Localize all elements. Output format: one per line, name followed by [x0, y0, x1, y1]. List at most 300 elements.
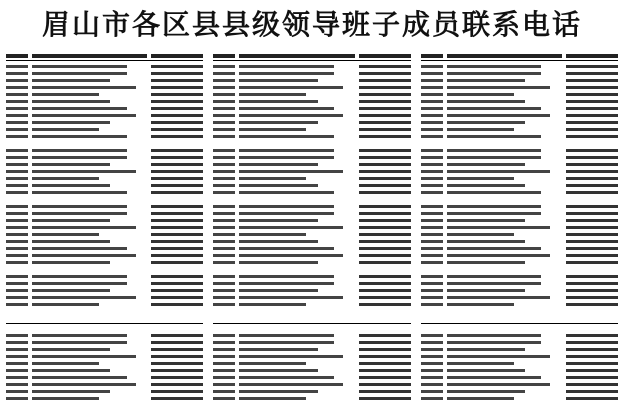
- directory-row: [6, 70, 203, 77]
- directory-section: [6, 332, 203, 400]
- directory-row: [6, 84, 203, 91]
- directory-columns: [6, 52, 618, 400]
- directory-section: [6, 63, 203, 140]
- cell-phone: [359, 261, 411, 264]
- cell-job: [239, 72, 334, 75]
- cell-job: [447, 303, 514, 306]
- cell-phone: [151, 156, 203, 159]
- cell-phone: [359, 296, 411, 299]
- cell-job: [447, 184, 525, 187]
- directory-row: [6, 395, 203, 400]
- cell-name: [6, 383, 28, 386]
- directory-row: [213, 77, 410, 84]
- cell-job: [239, 156, 334, 159]
- directory-row: [421, 287, 618, 294]
- directory-row: [213, 238, 410, 245]
- cell-phone: [359, 86, 411, 89]
- directory-row: [421, 395, 618, 400]
- cell-phone: [566, 72, 618, 75]
- directory-section: [421, 203, 618, 266]
- directory-row: [421, 280, 618, 287]
- cell-phone: [359, 247, 411, 250]
- cell-job: [239, 334, 334, 337]
- cell-job: [239, 121, 317, 124]
- cell-phone: [566, 348, 618, 351]
- cell-phone: [566, 114, 618, 117]
- directory-row: [213, 112, 410, 119]
- cell-job: [32, 275, 127, 278]
- cell-phone: [359, 303, 411, 306]
- cell-name: [421, 65, 443, 68]
- cell-name: [421, 107, 443, 110]
- directory-column: [213, 52, 410, 400]
- cell-name: [213, 86, 235, 89]
- directory-row: [6, 245, 203, 252]
- cell-name: [213, 149, 235, 152]
- cell-phone: [151, 177, 203, 180]
- cell-name: [6, 79, 28, 82]
- cell-phone: [151, 86, 203, 89]
- directory-row: [6, 367, 203, 374]
- directory-row: [421, 182, 618, 189]
- directory-row: [213, 119, 410, 126]
- directory-row: [421, 231, 618, 238]
- directory-row: [421, 360, 618, 367]
- cell-job: [32, 149, 127, 152]
- cell-phone: [151, 289, 203, 292]
- directory-row: [213, 374, 410, 381]
- directory-row: [6, 252, 203, 259]
- cell-job: [32, 362, 99, 365]
- cell-job: [239, 212, 334, 215]
- directory-row: [6, 388, 203, 395]
- directory-row: [213, 161, 410, 168]
- directory-section: [213, 273, 410, 308]
- cell-name: [421, 303, 443, 306]
- cell-phone: [359, 191, 411, 194]
- cell-phone: [151, 65, 203, 68]
- cell-phone: [359, 100, 411, 103]
- cell-phone: [151, 128, 203, 131]
- header-cell-name: [6, 54, 28, 58]
- cell-job: [239, 65, 334, 68]
- cell-job: [239, 184, 317, 187]
- cell-job: [447, 212, 542, 215]
- cell-phone: [566, 107, 618, 110]
- cell-name: [6, 289, 28, 292]
- cell-name: [213, 79, 235, 82]
- cell-phone: [359, 376, 411, 379]
- directory-row: [213, 175, 410, 182]
- cell-job: [32, 233, 99, 236]
- cell-name: [421, 163, 443, 166]
- cell-name: [6, 341, 28, 344]
- cell-name: [421, 362, 443, 365]
- cell-name: [421, 149, 443, 152]
- directory-row: [421, 161, 618, 168]
- cell-phone: [566, 177, 618, 180]
- directory-row: [213, 63, 410, 70]
- cell-job: [239, 205, 334, 208]
- cell-name: [6, 226, 28, 229]
- cell-name: [213, 219, 235, 222]
- cell-job: [32, 100, 110, 103]
- header-cell-job: [447, 54, 562, 58]
- cell-name: [6, 149, 28, 152]
- cell-phone: [151, 72, 203, 75]
- directory-row: [213, 388, 410, 395]
- cell-phone: [566, 100, 618, 103]
- cell-job: [447, 107, 542, 110]
- cell-job: [239, 383, 343, 386]
- cell-phone: [151, 296, 203, 299]
- cell-phone: [359, 240, 411, 243]
- cell-name: [421, 121, 443, 124]
- cell-name: [6, 348, 28, 351]
- directory-row: [213, 280, 410, 287]
- directory-row: [6, 280, 203, 287]
- cell-job: [32, 303, 99, 306]
- cell-phone: [359, 383, 411, 386]
- cell-job: [239, 86, 343, 89]
- cell-name: [213, 72, 235, 75]
- cell-phone: [151, 240, 203, 243]
- directory-row: [6, 91, 203, 98]
- cell-name: [6, 128, 28, 131]
- cell-name: [213, 65, 235, 68]
- cell-job: [32, 86, 136, 89]
- cell-name: [421, 100, 443, 103]
- directory-row: [6, 119, 203, 126]
- cell-job: [32, 107, 127, 110]
- cell-phone: [151, 247, 203, 250]
- cell-phone: [566, 261, 618, 264]
- cell-phone: [151, 79, 203, 82]
- cell-name: [213, 163, 235, 166]
- header-cell-name: [421, 54, 443, 58]
- cell-phone: [151, 93, 203, 96]
- directory-row: [213, 126, 410, 133]
- cell-job: [447, 114, 551, 117]
- directory-row: [421, 70, 618, 77]
- cell-phone: [151, 184, 203, 187]
- directory-row: [421, 168, 618, 175]
- cell-job: [32, 163, 110, 166]
- cell-job: [447, 100, 525, 103]
- cell-phone: [566, 121, 618, 124]
- column-header: [6, 52, 203, 61]
- cell-job: [447, 79, 525, 82]
- cell-job: [32, 212, 127, 215]
- header-cell-job: [32, 54, 147, 58]
- directory-row: [6, 210, 203, 217]
- cell-name: [421, 282, 443, 285]
- cell-job: [447, 390, 525, 393]
- cell-name: [213, 121, 235, 124]
- cell-job: [32, 156, 127, 159]
- directory-row: [6, 112, 203, 119]
- cell-name: [213, 383, 235, 386]
- directory-row: [213, 395, 410, 400]
- directory-row: [421, 367, 618, 374]
- cell-name: [213, 156, 235, 159]
- cell-phone: [566, 219, 618, 222]
- cell-name: [213, 341, 235, 344]
- divider: [213, 323, 410, 324]
- cell-phone: [151, 212, 203, 215]
- cell-job: [447, 240, 525, 243]
- cell-phone: [359, 212, 411, 215]
- cell-job: [32, 247, 127, 250]
- cell-name: [421, 376, 443, 379]
- cell-job: [447, 86, 551, 89]
- cell-job: [239, 107, 334, 110]
- directory-row: [421, 203, 618, 210]
- cell-phone: [151, 303, 203, 306]
- cell-job: [447, 282, 542, 285]
- cell-phone: [566, 247, 618, 250]
- cell-phone: [566, 355, 618, 358]
- directory-row: [6, 161, 203, 168]
- cell-phone: [566, 205, 618, 208]
- directory-section: [213, 147, 410, 196]
- cell-phone: [566, 334, 618, 337]
- directory-section: [6, 203, 203, 266]
- cell-phone: [359, 226, 411, 229]
- directory-section: [6, 147, 203, 196]
- directory-row: [6, 98, 203, 105]
- cell-phone: [151, 369, 203, 372]
- cell-job: [447, 376, 542, 379]
- cell-job: [447, 233, 514, 236]
- cell-phone: [151, 334, 203, 337]
- cell-phone: [151, 376, 203, 379]
- directory-row: [421, 98, 618, 105]
- cell-phone: [151, 205, 203, 208]
- directory-row: [213, 301, 410, 308]
- cell-phone: [359, 184, 411, 187]
- cell-name: [213, 177, 235, 180]
- directory-row: [213, 98, 410, 105]
- cell-job: [239, 233, 306, 236]
- cell-name: [421, 261, 443, 264]
- directory-row: [421, 63, 618, 70]
- cell-phone: [566, 65, 618, 68]
- directory-row: [6, 339, 203, 346]
- cell-job: [32, 72, 127, 75]
- directory-row: [6, 154, 203, 161]
- cell-name: [6, 135, 28, 138]
- directory-row: [213, 203, 410, 210]
- cell-name: [421, 191, 443, 194]
- cell-phone: [151, 219, 203, 222]
- directory-row: [6, 217, 203, 224]
- directory-row: [6, 238, 203, 245]
- cell-name: [6, 156, 28, 159]
- cell-phone: [151, 390, 203, 393]
- cell-name: [421, 79, 443, 82]
- cell-phone: [151, 282, 203, 285]
- cell-name: [421, 369, 443, 372]
- cell-phone: [359, 149, 411, 152]
- cell-phone: [151, 135, 203, 138]
- cell-name: [6, 184, 28, 187]
- cell-job: [239, 149, 334, 152]
- cell-name: [6, 296, 28, 299]
- cell-name: [213, 376, 235, 379]
- cell-job: [447, 128, 514, 131]
- directory-row: [421, 353, 618, 360]
- cell-job: [32, 390, 110, 393]
- cell-name: [213, 212, 235, 215]
- cell-phone: [566, 240, 618, 243]
- cell-phone: [359, 390, 411, 393]
- cell-name: [421, 72, 443, 75]
- cell-name: [213, 296, 235, 299]
- cell-name: [6, 261, 28, 264]
- header-cell-phone: [566, 54, 618, 58]
- cell-name: [213, 362, 235, 365]
- cell-name: [6, 275, 28, 278]
- directory-row: [213, 346, 410, 353]
- cell-name: [6, 362, 28, 365]
- cell-phone: [359, 348, 411, 351]
- cell-name: [6, 205, 28, 208]
- directory-row: [421, 374, 618, 381]
- cell-phone: [151, 362, 203, 365]
- cell-job: [32, 65, 127, 68]
- cell-job: [32, 114, 136, 117]
- directory-row: [213, 252, 410, 259]
- cell-name: [213, 114, 235, 117]
- cell-name: [213, 303, 235, 306]
- cell-phone: [359, 275, 411, 278]
- cell-name: [6, 86, 28, 89]
- directory-row: [6, 353, 203, 360]
- cell-job: [447, 177, 514, 180]
- cell-job: [32, 128, 99, 131]
- cell-phone: [151, 341, 203, 344]
- cell-name: [6, 177, 28, 180]
- cell-name: [213, 93, 235, 96]
- divider: [421, 323, 618, 324]
- directory-row: [6, 332, 203, 339]
- cell-name: [213, 275, 235, 278]
- cell-phone: [566, 362, 618, 365]
- directory-row: [421, 381, 618, 388]
- cell-job: [447, 334, 542, 337]
- cell-name: [213, 390, 235, 393]
- directory-row: [213, 168, 410, 175]
- cell-phone: [151, 261, 203, 264]
- cell-name: [213, 233, 235, 236]
- cell-name: [421, 156, 443, 159]
- cell-job: [239, 289, 317, 292]
- cell-phone: [359, 289, 411, 292]
- directory-row: [421, 189, 618, 196]
- cell-name: [421, 390, 443, 393]
- cell-job: [239, 376, 334, 379]
- cell-phone: [359, 282, 411, 285]
- directory-row: [213, 353, 410, 360]
- cell-job: [239, 348, 317, 351]
- cell-job: [239, 226, 343, 229]
- directory-section: [6, 273, 203, 308]
- cell-name: [421, 355, 443, 358]
- header-cell-job: [239, 54, 354, 58]
- cell-job: [239, 170, 343, 173]
- cell-phone: [566, 233, 618, 236]
- cell-name: [421, 334, 443, 337]
- cell-name: [421, 289, 443, 292]
- cell-phone: [566, 128, 618, 131]
- directory-section: [421, 147, 618, 196]
- cell-name: [6, 107, 28, 110]
- cell-job: [239, 362, 306, 365]
- cell-name: [213, 348, 235, 351]
- cell-name: [213, 369, 235, 372]
- cell-phone: [566, 149, 618, 152]
- directory-row: [421, 91, 618, 98]
- directory-row: [6, 294, 203, 301]
- cell-name: [213, 355, 235, 358]
- cell-phone: [359, 254, 411, 257]
- directory-row: [213, 84, 410, 91]
- cell-name: [421, 86, 443, 89]
- directory-row: [213, 189, 410, 196]
- directory-row: [6, 231, 203, 238]
- directory-row: [6, 374, 203, 381]
- cell-job: [32, 177, 99, 180]
- cell-job: [447, 65, 542, 68]
- cell-name: [213, 205, 235, 208]
- cell-phone: [359, 135, 411, 138]
- cell-phone: [359, 121, 411, 124]
- directory-row: [6, 105, 203, 112]
- directory-column: [6, 52, 203, 400]
- directory-row: [213, 147, 410, 154]
- cell-name: [421, 93, 443, 96]
- cell-job: [239, 303, 306, 306]
- directory-row: [6, 259, 203, 266]
- cell-job: [447, 205, 542, 208]
- cell-phone: [359, 72, 411, 75]
- cell-phone: [359, 355, 411, 358]
- cell-name: [421, 254, 443, 257]
- directory-row: [6, 203, 203, 210]
- cell-name: [421, 383, 443, 386]
- divider: [6, 323, 203, 324]
- cell-job: [447, 369, 525, 372]
- directory-row: [213, 133, 410, 140]
- cell-job: [447, 296, 551, 299]
- directory-row: [421, 217, 618, 224]
- cell-phone: [566, 369, 618, 372]
- cell-phone: [566, 390, 618, 393]
- header-cell-phone: [151, 54, 203, 58]
- cell-job: [239, 240, 317, 243]
- cell-phone: [566, 135, 618, 138]
- directory-row: [213, 287, 410, 294]
- cell-phone: [359, 334, 411, 337]
- cell-name: [6, 282, 28, 285]
- cell-name: [213, 135, 235, 138]
- cell-job: [32, 282, 127, 285]
- cell-job: [447, 226, 551, 229]
- cell-phone: [566, 170, 618, 173]
- cell-phone: [151, 233, 203, 236]
- cell-phone: [566, 212, 618, 215]
